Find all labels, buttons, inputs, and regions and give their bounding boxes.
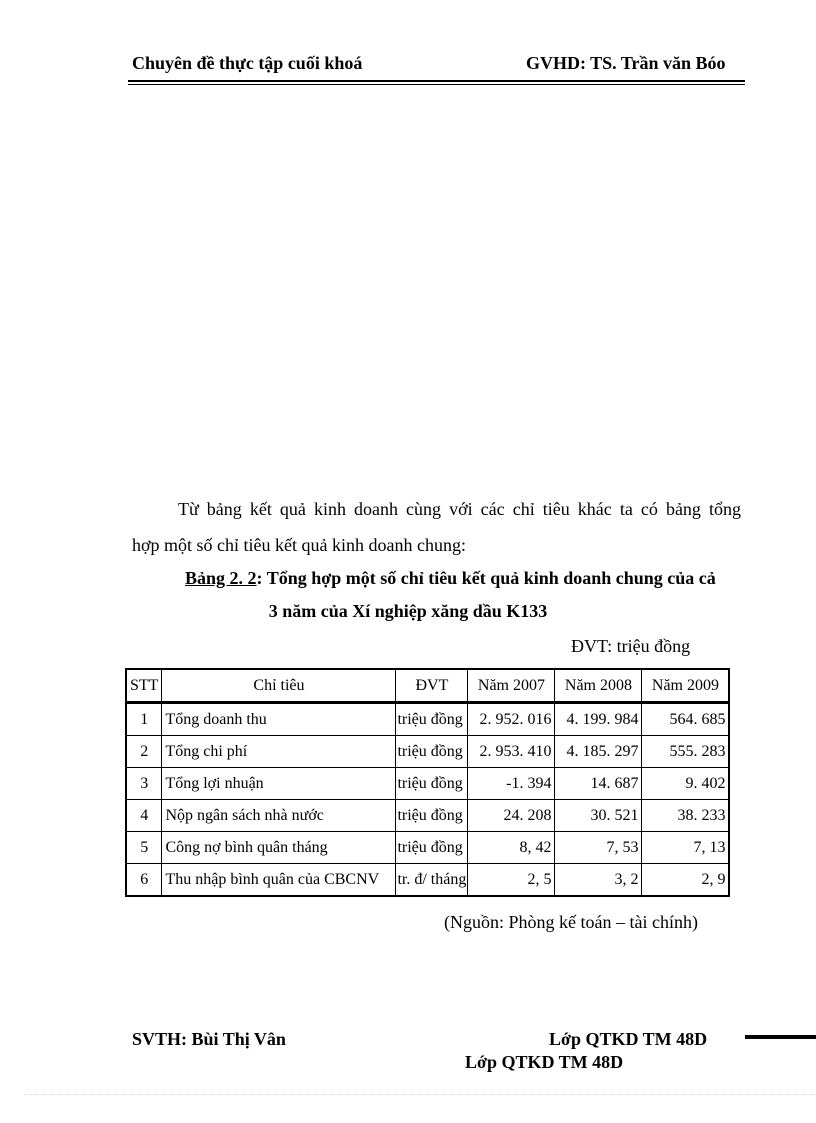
- table-row: [126, 736, 729, 768]
- table-header-row: [126, 669, 729, 703]
- cell-indicator: Tổng lợi nhuận: [162, 768, 396, 800]
- footer-student: SVTH: Bùi Thị Vân: [132, 1029, 286, 1049]
- table-row: [126, 768, 729, 800]
- footer-class-repeat: Lớp QTKD TM 48D: [465, 1052, 624, 1072]
- cell-unit: triệu đồng: [396, 736, 468, 768]
- table-row: [126, 864, 729, 897]
- cell-stt: 6: [126, 864, 162, 897]
- cell-2009: 555. 283: [642, 736, 730, 768]
- table-row: [126, 800, 729, 832]
- cell-2009: 2, 9: [642, 864, 730, 897]
- col-header-unit: ĐVT: [396, 669, 468, 703]
- table-caption-text: : Tổng hợp một số chỉ tiêu kết quả kinh doanh chung của cả: [256, 568, 716, 588]
- cell-unit: triệu đồng: [396, 832, 468, 864]
- source-note: (Nguồn: Phòng kế toán – tài chính): [444, 912, 698, 932]
- header-rule-thin: [128, 84, 745, 85]
- header-rule-thick: [128, 80, 745, 82]
- cell-2009: 7, 13: [642, 832, 730, 864]
- cell-indicator: Thu nhập bình quân của CBCNV: [162, 864, 396, 897]
- col-header-stt: STT: [126, 669, 162, 703]
- cell-indicator: Tổng doanh thu: [162, 703, 396, 736]
- table-row: [126, 832, 729, 864]
- summary-table: [125, 668, 730, 897]
- cell-2008: 4. 185. 297: [555, 736, 642, 768]
- col-header-2008: Năm 2008: [555, 669, 642, 703]
- cell-unit: triệu đồng: [396, 768, 468, 800]
- col-header-2007: Năm 2007: [468, 669, 555, 703]
- cell-2007: 24. 208: [468, 800, 555, 832]
- cell-unit: triệu đồng: [396, 800, 468, 832]
- cell-2007: 2, 5: [468, 864, 555, 897]
- table-caption: [185, 568, 716, 589]
- table-caption-line-2: 3 năm của Xí nghiệp xăng dầu K133: [268, 601, 548, 621]
- col-header-2009: Năm 2009: [642, 669, 730, 703]
- cell-unit: tr. đ/ tháng: [396, 864, 468, 897]
- header-title: Chuyên đề thực tập cuối khoá: [132, 53, 363, 73]
- cell-2008: 7, 53: [555, 832, 642, 864]
- table-caption-label: Bảng 2. 2: [185, 568, 257, 588]
- paragraph-line-1: Từ bảng kết quả kinh doanh cùng với các chỉ tiêu khác ta có bảng tổng: [178, 499, 741, 519]
- page-edge-dots: [24, 1094, 816, 1095]
- cell-stt: 4: [126, 800, 162, 832]
- unit-note: ĐVT: triệu đồng: [571, 636, 691, 656]
- cell-stt: 3: [126, 768, 162, 800]
- cell-unit: triệu đồng: [396, 703, 468, 736]
- col-header-indicator: Chỉ tiêu: [162, 669, 396, 703]
- cell-stt: 1: [126, 703, 162, 736]
- footer-class: Lớp QTKD TM 48D: [549, 1029, 708, 1049]
- cell-stt: 2: [126, 736, 162, 768]
- cell-2007: 2. 952. 016: [468, 703, 555, 736]
- cell-2007: 2. 953. 410: [468, 736, 555, 768]
- footer-rule: [745, 1035, 816, 1039]
- cell-2008: 3, 2: [555, 864, 642, 897]
- cell-2009: 9. 402: [642, 768, 730, 800]
- cell-stt: 5: [126, 832, 162, 864]
- header-supervisor: GVHD: TS. Trần văn Bóo: [526, 53, 726, 73]
- cell-indicator: Nộp ngân sách nhà nước: [162, 800, 396, 832]
- cell-2009: 564. 685: [642, 703, 730, 736]
- cell-2008: 30. 521: [555, 800, 642, 832]
- paragraph-line-2: hợp một số chỉ tiêu kết quả kinh doanh chung:: [132, 535, 466, 555]
- table-row: [126, 703, 729, 736]
- cell-indicator: Tổng chi phí: [162, 736, 396, 768]
- cell-2007: -1. 394: [468, 768, 555, 800]
- cell-indicator: Công nợ bình quân tháng: [162, 832, 396, 864]
- cell-2008: 4. 199. 984: [555, 703, 642, 736]
- cell-2007: 8, 42: [468, 832, 555, 864]
- cell-2008: 14. 687: [555, 768, 642, 800]
- cell-2009: 38. 233: [642, 800, 730, 832]
